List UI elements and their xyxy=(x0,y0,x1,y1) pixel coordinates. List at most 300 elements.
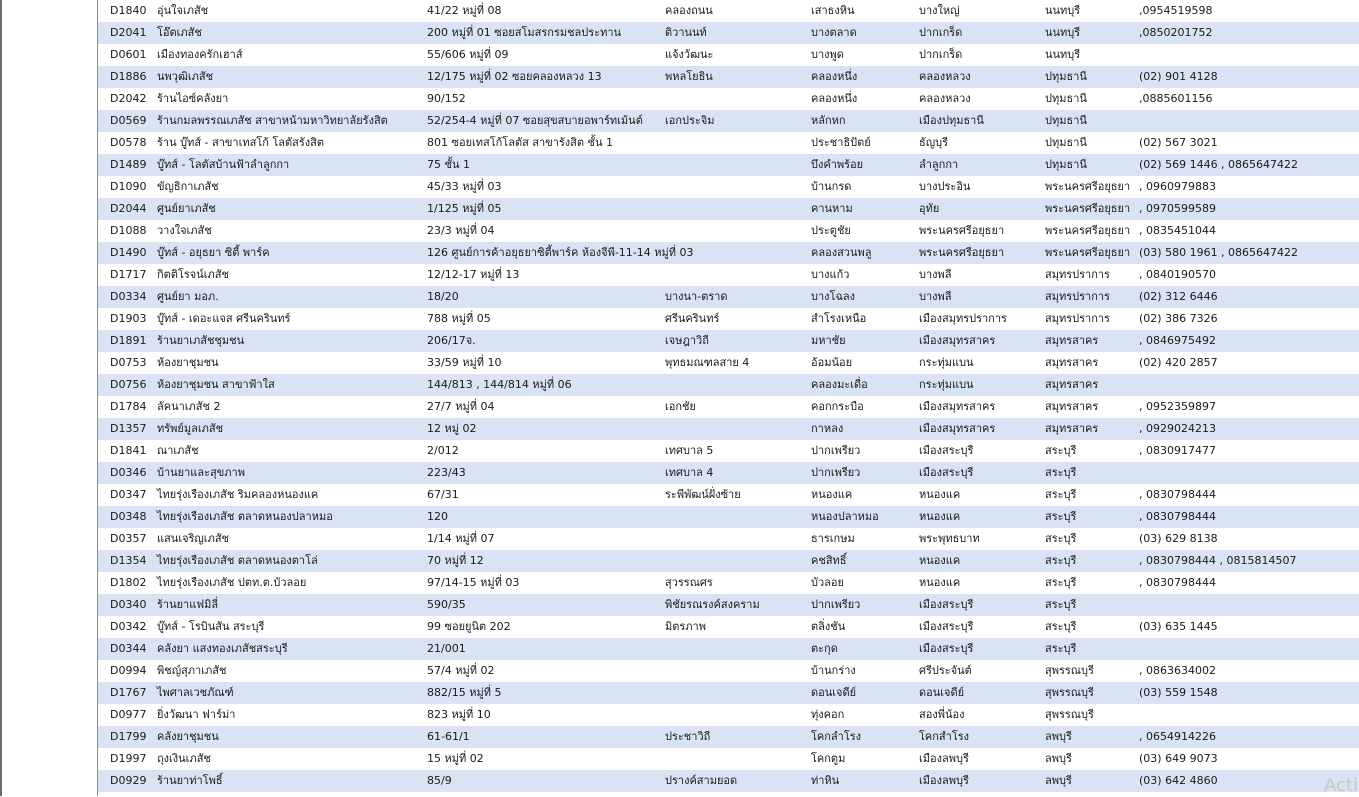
cell-address: 126 ศูนย์การค้าอยุธยาซิตี้พาร์ค ห้องจีพี-11-14 หมู่ที่ 03 xyxy=(427,246,694,259)
cell-store-code: D0348 xyxy=(110,510,147,523)
cell-store-name: ไทยรุ่งเรืองเภสัช ตลาดหนองตาโล่ xyxy=(157,554,318,567)
table-row xyxy=(98,198,1359,220)
cell-phone: , 0970599589 xyxy=(1139,202,1216,215)
cell-road: ประชาวิถี xyxy=(665,730,711,743)
table-row xyxy=(98,22,1359,44)
cell-district: เมืองสมุทรปราการ xyxy=(919,312,1007,325)
cell-phone: (03) 635 1445 xyxy=(1139,620,1218,633)
cell-road: ศรีนครินทร์ xyxy=(665,312,720,325)
cell-phone: ,0954519598 xyxy=(1139,4,1213,17)
cell-store-name: บู๊ทส์ - โรบินสัน สระบุรี xyxy=(157,620,265,633)
cell-district: เมืองสมุทรสาคร xyxy=(919,334,996,347)
cell-province: พระนครศรีอยุธยา xyxy=(1045,246,1131,259)
cell-road xyxy=(665,550,809,572)
cell-phone xyxy=(1139,44,1357,66)
cell-province: สุพรรณบุรี xyxy=(1045,708,1094,721)
cell-road: ระพีพัฒน์ฝั่งซ้าย xyxy=(665,488,741,501)
cell-province: สระบุรี xyxy=(1045,620,1077,633)
cell-road xyxy=(665,748,809,770)
cell-store-name: คลังยา แสงทองเภสัชสระบุรี xyxy=(157,642,288,655)
cell-store-code: D1784 xyxy=(110,400,147,413)
table-row xyxy=(98,770,1359,792)
cell-province: สระบุรี xyxy=(1045,510,1077,523)
table-row xyxy=(98,110,1359,132)
cell-address: 206/17จ. xyxy=(427,334,476,347)
cell-address: 41/22 หมู่ที่ 08 xyxy=(427,4,502,17)
activation-watermark: Acti xyxy=(1324,775,1358,796)
cell-address: 1/125 หมู่ที่ 05 xyxy=(427,202,502,215)
table-row xyxy=(98,572,1359,594)
table-row xyxy=(98,176,1359,198)
cell-province: สระบุรี xyxy=(1045,576,1077,589)
cell-district: ปากเกร็ด xyxy=(919,48,963,61)
cell-phone: , 0830798444 xyxy=(1139,488,1216,501)
cell-road xyxy=(665,198,809,220)
cell-address: 99 ซอยยูนิต 202 xyxy=(427,620,511,633)
cell-district: เมืองสระบุรี xyxy=(919,598,974,611)
cell-district: หนองแค xyxy=(919,554,961,567)
cell-store-name: ร้าน บู๊ทส์ - สาขาเทสโก้ โลตัสรังสิต xyxy=(157,136,325,149)
cell-province: สุพรรณบุรี xyxy=(1045,686,1094,699)
cell-store-code: D0756 xyxy=(110,378,147,391)
cell-district: บางใหญ่ xyxy=(919,4,960,17)
cell-province: สระบุรี xyxy=(1045,488,1077,501)
cell-road xyxy=(665,132,809,154)
cell-road: เอกชัย xyxy=(665,400,696,413)
cell-district: พระนครศรีอยุธยา xyxy=(919,224,1005,237)
cell-store-code: D1886 xyxy=(110,70,147,83)
cell-subdistrict: บางโฉลง xyxy=(811,290,856,303)
cell-address: 801 ซอยเทสโก้โลตัส สาขารังสิต ชั้น 1 xyxy=(427,136,614,149)
table-row xyxy=(98,44,1359,66)
cell-subdistrict: โคกตูม xyxy=(811,752,846,765)
cell-phone: , 0846975492 xyxy=(1139,334,1216,347)
cell-phone: , 0929024213 xyxy=(1139,422,1216,435)
cell-road: บางนา-ตราด xyxy=(665,290,728,303)
cell-road xyxy=(665,506,809,528)
cell-subdistrict: บัวลอย xyxy=(811,576,844,589)
cell-phone: , 0830917477 xyxy=(1139,444,1216,457)
cell-subdistrict: ท่าหิน xyxy=(811,774,840,787)
cell-store-name: ศูนย์ยาเภสัช xyxy=(157,202,216,215)
cell-store-name: ถุงเงินเภสัช xyxy=(157,752,211,765)
cell-district: โคกสำโรง xyxy=(919,730,970,743)
cell-store-code: D0342 xyxy=(110,620,147,633)
cell-address: 55/606 หมู่ที่ 09 xyxy=(427,48,509,61)
cell-subdistrict: หนองปลาหมอ xyxy=(811,510,879,523)
cell-store-name: เมืองทองครักเฮาส์ xyxy=(157,48,243,61)
cell-province: สมุทรสาคร xyxy=(1045,422,1099,435)
cell-store-code: D2044 xyxy=(110,202,147,215)
cell-province: สระบุรี xyxy=(1045,444,1077,457)
table-row xyxy=(98,440,1359,462)
cell-address: 788 หมู่ที่ 05 xyxy=(427,312,491,325)
cell-phone: (03) 629 8138 xyxy=(1139,532,1218,545)
cell-province: สมุทรสาคร xyxy=(1045,334,1099,347)
cell-store-name: ร้านกมลพรรณเภสัช สาขาหน้ามหาวิทยาลัยรังสิต xyxy=(157,114,388,127)
cell-province: สระบุรี xyxy=(1045,554,1077,567)
cell-store-code: D1799 xyxy=(110,730,147,743)
cell-store-code: D0578 xyxy=(110,136,147,149)
cell-phone: (03) 559 1548 xyxy=(1139,686,1218,699)
cell-phone: ,0850201752 xyxy=(1139,26,1213,39)
cell-road xyxy=(665,242,809,264)
cell-phone: (02) 386 7326 xyxy=(1139,312,1218,325)
cell-address: 70 หมู่ที่ 12 xyxy=(427,554,484,567)
cell-district: บางพลี xyxy=(919,268,952,281)
cell-address: 85/9 xyxy=(427,774,452,787)
cell-province: สมุทรปราการ xyxy=(1045,312,1110,325)
window-left-border xyxy=(0,0,2,796)
cell-address: 27/7 หมู่ที่ 04 xyxy=(427,400,495,413)
cell-address: 18/20 xyxy=(427,290,459,303)
cell-store-code: D1840 xyxy=(110,4,147,17)
cell-address: 45/33 หมู่ที่ 03 xyxy=(427,180,502,193)
cell-subdistrict: บางตลาด xyxy=(811,26,857,39)
cell-road: เอกประจิม xyxy=(665,114,715,127)
table-row xyxy=(98,154,1359,176)
cell-subdistrict: เสาธงหิน xyxy=(811,4,855,17)
cell-province: สมุทรสาคร xyxy=(1045,378,1099,391)
cell-store-code: D0601 xyxy=(110,48,147,61)
cell-phone: (02) 420 2857 xyxy=(1139,356,1218,369)
cell-store-name: ห้องยาชุมชน สาขาฟ้าใส xyxy=(157,378,275,391)
cell-subdistrict: มหาชัย xyxy=(811,334,846,347)
cell-road xyxy=(665,638,809,660)
cell-subdistrict: บางพูด xyxy=(811,48,844,61)
cell-phone: (03) 649 9073 xyxy=(1139,752,1218,765)
table-row xyxy=(98,264,1359,286)
cell-phone xyxy=(1139,704,1357,726)
cell-store-code: D1717 xyxy=(110,268,147,281)
cell-road: พุทธมณฑลสาย 4 xyxy=(665,356,750,369)
cell-address: 12/12-17 หมู่ที่ 13 xyxy=(427,268,520,281)
cell-district: ลำลูกกา xyxy=(919,158,959,171)
cell-province: พระนครศรีอยุธยา xyxy=(1045,180,1131,193)
cell-address: 120 xyxy=(427,510,448,523)
cell-district: เมืองสระบุรี xyxy=(919,444,974,457)
cell-road xyxy=(665,264,809,286)
cell-phone: (02) 567 3021 xyxy=(1139,136,1218,149)
cell-store-name: โอ๊ตเภสัช xyxy=(157,26,202,39)
cell-subdistrict: ดอนเจดีย์ xyxy=(811,686,857,699)
cell-store-name: ลัคนาเภสัช 2 xyxy=(157,400,221,413)
cell-address: 90/152 xyxy=(427,92,466,105)
cell-address: 67/31 xyxy=(427,488,459,501)
cell-road: พหลโยธิน xyxy=(665,70,713,83)
table-row xyxy=(98,594,1359,616)
cell-address: 97/14-15 หมู่ที่ 03 xyxy=(427,576,520,589)
cell-store-code: D1489 xyxy=(110,158,147,171)
cell-subdistrict: หนองแค xyxy=(811,488,853,501)
cell-phone: , 0952359897 xyxy=(1139,400,1216,413)
cell-road: แจ้งวัฒนะ xyxy=(665,48,714,61)
cell-store-code: D0994 xyxy=(110,664,147,677)
cell-phone: , 0830798444 xyxy=(1139,576,1216,589)
cell-store-name: นพวุฒิเภสัช xyxy=(157,70,214,83)
cell-store-code: D2042 xyxy=(110,92,147,105)
cell-province: สมุทรสาคร xyxy=(1045,400,1099,413)
cell-store-code: D1891 xyxy=(110,334,147,347)
cell-subdistrict: สำโรงเหนือ xyxy=(811,312,867,325)
cell-road xyxy=(665,682,809,704)
cell-district: ศรีประจันต์ xyxy=(919,664,972,677)
cell-district: ปากเกร็ด xyxy=(919,26,963,39)
cell-province: ลพบุรี xyxy=(1045,774,1072,787)
cell-district: เมืองสมุทรสาคร xyxy=(919,422,996,435)
cell-subdistrict: คลองหนึ่ง xyxy=(811,92,858,105)
cell-subdistrict: ทุ่งคอก xyxy=(811,708,845,721)
cell-subdistrict: ประตูชัย xyxy=(811,224,851,237)
cell-address: 2/012 xyxy=(427,444,459,457)
cell-phone: (02) 569 1446 , 0865647422 xyxy=(1139,158,1299,171)
cell-road xyxy=(665,528,809,550)
cell-store-code: D1357 xyxy=(110,422,147,435)
cell-subdistrict: ปากเพรียว xyxy=(811,466,861,479)
cell-store-name: บู๊ทส์ - อยุธยา ซิตี้ พาร์ค xyxy=(157,246,270,259)
cell-store-name: ร้านยาท่าโพธิ์ xyxy=(157,774,223,787)
cell-phone: , 0840190570 xyxy=(1139,268,1216,281)
table-row xyxy=(98,286,1359,308)
cell-store-code: D1802 xyxy=(110,576,147,589)
cell-phone: , 0830798444 , 0815814507 xyxy=(1139,554,1297,567)
table-row xyxy=(98,748,1359,770)
cell-province: ปทุมธานี xyxy=(1045,136,1087,149)
cell-province: ปทุมธานี xyxy=(1045,92,1087,105)
cell-subdistrict: บางแก้ว xyxy=(811,268,850,281)
cell-district: ดอนเจดีย์ xyxy=(919,686,965,699)
cell-province: นนทบุรี xyxy=(1045,48,1081,61)
cell-phone: (03) 642 4860 xyxy=(1139,774,1218,787)
cell-district: สองพี่น้อง xyxy=(919,708,965,721)
cell-subdistrict: ธารเกษม xyxy=(811,532,855,545)
table-row xyxy=(98,242,1359,264)
table-row xyxy=(98,396,1359,418)
cell-subdistrict: คชสิทธิ์ xyxy=(811,554,847,567)
table-row xyxy=(98,352,1359,374)
table-row xyxy=(98,484,1359,506)
table-row xyxy=(98,220,1359,242)
cell-store-name: ไทยรุ่งเรืองเภสัช ปตท.ต.บัวลอย xyxy=(157,576,307,589)
cell-subdistrict: บ้านกร่าง xyxy=(811,664,856,677)
table-row xyxy=(98,660,1359,682)
cell-store-name: ไพศาลเวชภัณฑ์ xyxy=(157,686,234,699)
table-row xyxy=(98,88,1359,110)
cell-address: 12/175 หมู่ที่ 02 ซอยคลองหลวง 13 xyxy=(427,70,602,83)
cell-road xyxy=(665,88,809,110)
cell-road: ปรางค์สามยอด xyxy=(665,774,738,787)
cell-store-name: ไทยรุ่งเรืองเภสัช ริมคลองหนองแค xyxy=(157,488,319,501)
cell-address: 223/43 xyxy=(427,466,466,479)
cell-store-name: ร้านยาเภสัชชุมชน xyxy=(157,334,245,347)
cell-store-name: ยิ่งวัฒนา ฟาร์ม่า xyxy=(157,708,236,721)
cell-province: นนทบุรี xyxy=(1045,4,1081,17)
cell-phone: , 0960979883 xyxy=(1139,180,1216,193)
cell-phone xyxy=(1139,594,1357,616)
cell-road xyxy=(665,704,809,726)
cell-road: เจษฎาวิถี xyxy=(665,334,709,347)
cell-store-name: บู๊ทส์ - โลตัสบ้านฟ้าลำลูกกา xyxy=(157,158,290,171)
cell-district: พระพุทธบาท xyxy=(919,532,980,545)
cell-road xyxy=(665,220,809,242)
cell-store-code: D1997 xyxy=(110,752,147,765)
cell-phone: (03) 580 1961 , 0865647422 xyxy=(1139,246,1299,259)
cell-store-code: D0347 xyxy=(110,488,147,501)
cell-district: อุทัย xyxy=(919,202,940,215)
cell-district: เมืองสระบุรี xyxy=(919,642,974,655)
cell-address: 144/813 , 144/814 หมู่ที่ 06 xyxy=(427,378,572,391)
cell-store-name: ณาเภสัช xyxy=(157,444,199,457)
cell-subdistrict: ประชาธิปัตย์ xyxy=(811,136,871,149)
cell-store-code: D1490 xyxy=(110,246,147,259)
table-row xyxy=(98,506,1359,528)
cell-address: 1/14 หมู่ที่ 07 xyxy=(427,532,495,545)
cell-district: หนองแค xyxy=(919,510,961,523)
cell-province: ปทุมธานี xyxy=(1045,114,1087,127)
cell-address: 52/254-4 หมู่ที่ 07 ซอยสุขสบายอพาร์ทเม้นต์ xyxy=(427,114,643,127)
cell-district: คลองหลวง xyxy=(919,70,971,83)
cell-district: หนองแค xyxy=(919,576,961,589)
cell-store-code: D2041 xyxy=(110,26,147,39)
cell-province: สมุทรปราการ xyxy=(1045,290,1110,303)
table-row xyxy=(98,308,1359,330)
cell-district: เมืองลพบุรี xyxy=(919,752,969,765)
cell-province: สระบุรี xyxy=(1045,466,1077,479)
cell-district: เมืองปทุมธานี xyxy=(919,114,984,127)
cell-address: 33/59 หมู่ที่ 10 xyxy=(427,356,502,369)
cell-province: พระนครศรีอยุธยา xyxy=(1045,202,1131,215)
cell-store-name: ร้านยาแฟมิลี่ xyxy=(157,598,219,611)
table-row xyxy=(98,66,1359,88)
cell-store-name: พิชญ์สุภาเภสัช xyxy=(157,664,227,677)
cell-store-code: D0346 xyxy=(110,466,147,479)
cell-district: กระทุ่มแบน xyxy=(919,378,974,391)
table-row xyxy=(98,132,1359,154)
cell-phone: , 0654914226 xyxy=(1139,730,1216,743)
cell-store-code: D1090 xyxy=(110,180,147,193)
cell-province: พระนครศรีอยุธยา xyxy=(1045,224,1131,237)
table-row xyxy=(98,374,1359,396)
cell-phone: , 0863634002 xyxy=(1139,664,1216,677)
pharmacy-table xyxy=(97,0,1359,796)
cell-subdistrict: โคกลำโรง xyxy=(811,730,862,743)
cell-district: บางพลี xyxy=(919,290,952,303)
table-row xyxy=(98,682,1359,704)
cell-address: 61-61/1 xyxy=(427,730,470,743)
cell-district: กระทุ่มแบน xyxy=(919,356,974,369)
cell-address: 15 หมู่ที่ 02 xyxy=(427,752,484,765)
cell-store-name: ห้องยาชุมชน xyxy=(157,356,219,369)
cell-store-code: D1088 xyxy=(110,224,147,237)
cell-province: ลพบุรี xyxy=(1045,752,1072,765)
cell-road xyxy=(665,176,809,198)
cell-district: คลองหลวง xyxy=(919,92,971,105)
cell-store-code: D0340 xyxy=(110,598,147,611)
cell-road xyxy=(665,374,809,396)
cell-store-name: อุ่นใจเภสัช xyxy=(157,4,209,17)
cell-province: ปทุมธานี xyxy=(1045,70,1087,83)
cell-district: พระนครศรีอยุธยา xyxy=(919,246,1005,259)
cell-district: เมืองสมุทรสาคร xyxy=(919,400,996,413)
cell-subdistrict: ตลิ่งชัน xyxy=(811,620,846,633)
table-row xyxy=(98,726,1359,748)
table-row xyxy=(98,550,1359,572)
cell-road: ติวานนท์ xyxy=(665,26,707,39)
cell-subdistrict: ปากเพรียว xyxy=(811,598,861,611)
cell-province: สระบุรี xyxy=(1045,532,1077,545)
cell-road: สุวรรณศร xyxy=(665,576,713,589)
cell-store-name: บู๊ทส์ - เดอะแจส ศรีนครินทร์ xyxy=(157,312,291,325)
cell-store-name: คลังยาชุมชน xyxy=(157,730,219,743)
cell-road: เทศบาล 5 xyxy=(665,444,714,457)
cell-phone xyxy=(1139,638,1357,660)
cell-store-name: วางใจเภสัช xyxy=(157,224,212,237)
cell-address: 57/4 หมู่ที่ 02 xyxy=(427,664,495,677)
cell-store-name: ขัญธิกาเภสัช xyxy=(157,180,219,193)
cell-store-name: บ้านยาและสุขภาพ xyxy=(157,466,245,479)
cell-store-code: D1841 xyxy=(110,444,147,457)
cell-subdistrict: คอกกระบือ xyxy=(811,400,864,413)
cell-store-name: ศูนย์ยา มอภ. xyxy=(157,290,219,303)
table-row xyxy=(98,462,1359,484)
cell-subdistrict: อ้อมน้อย xyxy=(811,356,853,369)
cell-address: 590/35 xyxy=(427,598,466,611)
cell-subdistrict: คลองมะเดื่อ xyxy=(811,378,868,391)
cell-road: เทศบาล 4 xyxy=(665,466,714,479)
table-row xyxy=(98,528,1359,550)
cell-phone: , 0830798444 xyxy=(1139,510,1216,523)
cell-store-code: D0334 xyxy=(110,290,147,303)
cell-phone xyxy=(1139,110,1357,132)
cell-subdistrict: กาหลง xyxy=(811,422,844,435)
table-row xyxy=(98,330,1359,352)
cell-district: เมืองลพบุรี xyxy=(919,774,969,787)
cell-address: 75 ชั้น 1 xyxy=(427,158,470,171)
cell-road xyxy=(665,660,809,682)
cell-address: 21/001 xyxy=(427,642,466,655)
cell-store-code: D1767 xyxy=(110,686,147,699)
cell-store-code: D0929 xyxy=(110,774,147,787)
table-row xyxy=(98,616,1359,638)
cell-store-code: D0569 xyxy=(110,114,147,127)
cell-address: 12 หมู่ 02 xyxy=(427,422,477,435)
cell-province: นนทบุรี xyxy=(1045,26,1081,39)
cell-phone xyxy=(1139,374,1357,396)
cell-address: 23/3 หมู่ที่ 04 xyxy=(427,224,495,237)
cell-store-code: D0753 xyxy=(110,356,147,369)
cell-phone: (02) 901 4128 xyxy=(1139,70,1218,83)
cell-district: เมืองสระบุรี xyxy=(919,466,974,479)
cell-store-name: แสนเจริญเภสัช xyxy=(157,532,229,545)
cell-store-name: ไทยรุ่งเรืองเภสัช ตลาดหนองปลาหมอ xyxy=(157,510,333,523)
cell-subdistrict: หลักหก xyxy=(811,114,846,127)
cell-road xyxy=(665,154,809,176)
table-row xyxy=(98,704,1359,726)
cell-district: หนองแค xyxy=(919,488,961,501)
cell-phone: ,0885601156 xyxy=(1139,92,1213,105)
cell-subdistrict: คลองหนึ่ง xyxy=(811,70,858,83)
cell-store-code: D1354 xyxy=(110,554,147,567)
cell-province: ปทุมธานี xyxy=(1045,158,1087,171)
cell-phone: , 0835451044 xyxy=(1139,224,1216,237)
cell-road: คลองถนน xyxy=(665,4,713,17)
cell-subdistrict: ตะกุด xyxy=(811,642,838,655)
cell-subdistrict: คานหาม xyxy=(811,202,853,215)
cell-district: บางประอิน xyxy=(919,180,971,193)
cell-address: 823 หมู่ที่ 10 xyxy=(427,708,491,721)
cell-phone xyxy=(1139,462,1357,484)
cell-store-name: กิตติโรจน์เภสัช xyxy=(157,268,229,281)
